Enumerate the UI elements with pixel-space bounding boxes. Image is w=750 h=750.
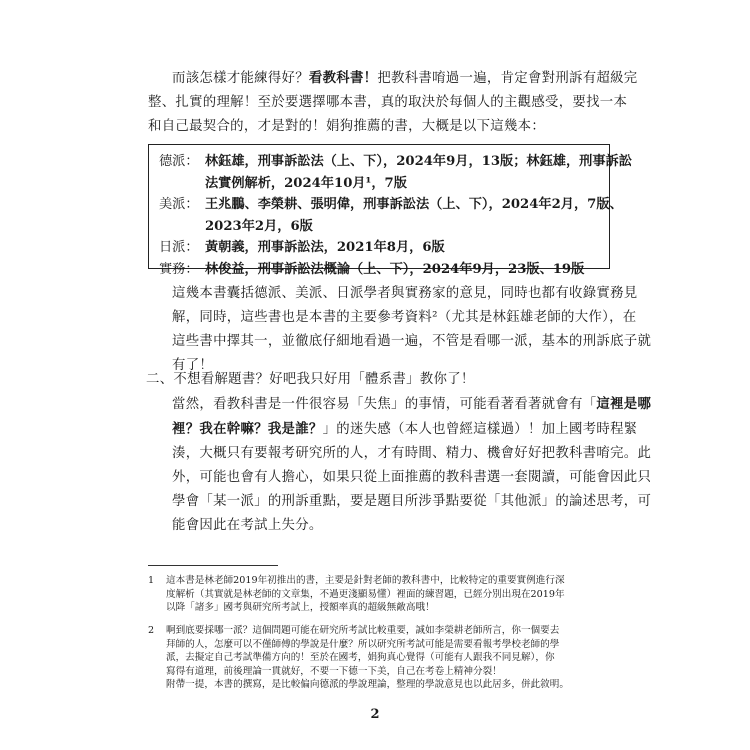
section-2-line-2: 裡？我在幹嘛？我是誰？」的迷失感（本人也曾經這樣過）！加上國考時程緊 <box>172 421 638 437</box>
book-row-german <box>159 151 632 194</box>
row-text: 林鈺雄，刑事訴訟法（上、下），2024年9月，13版；林鈺雄，刑事訴訟 <box>205 154 632 169</box>
section-2-emphasis: 這裡是哪 <box>596 396 652 412</box>
intro-paragraph <box>148 66 638 139</box>
section-2-emphasis: 裡？我在幹嘛？我是誰？ <box>172 421 323 437</box>
footnote-line: 啊到底要採哪一派？這個問題可能在研究所考試比較重要，誠如李榮耕老師所言，你一個要去 <box>166 625 560 636</box>
summary-line: 這些書中擇其一，並徹底仔細地看過一遍，不管是看哪一派，基本的刑訴底子就 <box>172 334 652 349</box>
intro-line-3: 和自己最契合的，才是對的！娟狗推薦的書，大概是以下這幾本： <box>148 119 546 134</box>
section-2-line: 湊，大概只有要報考研究所的人，才有時間、精力、機會好好把教科書唷完。此 <box>172 446 652 461</box>
row-text: 法實例解析，2024年10月¹，7版 <box>205 175 407 191</box>
intro-line-1: 而該怎樣才能練得好？看教科書！把教科書唷過一遍，肯定會對刑訴有超級完 <box>172 70 638 86</box>
summary-line: 這幾本書囊括德派、美派、日派學者與實務家的意見，同時也都有收錄實務見 <box>172 286 638 301</box>
intro-emphasis: 看教科書！ <box>308 70 378 86</box>
section-2-heading: 二、不想看解題書？好吧我只好用「體系書」教你了！ <box>146 372 475 387</box>
footnote-line: 這本書是林老師2019年初推出的書，主要是針對老師的教科書中，比較特定的重要實例進行深 <box>166 575 565 586</box>
recommended-books-box <box>148 144 632 277</box>
row-text: 2023年2月，6版 <box>205 218 313 234</box>
footnote-1 <box>148 574 565 615</box>
footnote-divider <box>148 565 278 566</box>
section-2-line: 能會因此在考試上失分。 <box>172 518 323 533</box>
book-row-japanese <box>159 237 609 259</box>
book-row-practice <box>159 259 609 281</box>
section-2-paragraph <box>172 392 651 538</box>
footnote-2 <box>148 624 569 692</box>
book-row-american <box>159 194 623 237</box>
row-text: 黃朝義，刑事訴訟法，2021年8月，6版 <box>205 240 445 255</box>
intro-line-2: 整、扎實的理解！至於要選擇哪本書，真的取決於每個人的主觀感受，要找一本 <box>148 95 628 110</box>
footnote-number: 1 <box>148 575 155 586</box>
summary-paragraph <box>172 282 651 378</box>
row-text: 王兆鵬、李榮耕、張明偉，刑事訴訟法（上、下），2024年2月，7版、 <box>205 197 623 212</box>
summary-line: 有了！ <box>172 358 214 373</box>
row-label: 日派： <box>159 240 199 255</box>
footnote-line: 拜師的人，怎麼可以不僅師傅的學說是什麼？所以研究所考試可能是需要看報考學校老師的學 <box>166 638 560 650</box>
footnote-line: 以降「諸多」國考與研究所考試上，授額率真的超級無敵高哦！ <box>166 602 435 614</box>
footnote-line: 附帶一提，本書的撰寫，是比較偏向德派的學說理論，整理的學說意見也以此居多，併此敘明。 <box>166 679 569 691</box>
row-label: 德派： <box>159 154 199 169</box>
row-label: 美派： <box>159 197 199 212</box>
summary-line: 解，同時，這些書也是本書的主要參考資料²（尤其是林鈺雄老師的大作），在 <box>172 310 637 325</box>
footnote-line: 寫得有道理，前後理論一貫就好，不要一下德一下美，自己在考卷上精神分裂！ <box>166 665 502 677</box>
row-label: 實務： <box>159 261 199 277</box>
footnote-line: 派，去擬定自己考試準備方向的！至於在國考，娟狗真心覺得（可能有人跟我不同見解），你 <box>166 652 555 664</box>
section-2-line: 學會「某一派」的刑訴重點，要是題目所涉爭點要從「其他派」的論述思考，可 <box>172 494 652 509</box>
row-text: 林俊益，刑事訴訟法概論（上、下），2024年9月，23版、19版 <box>205 261 585 277</box>
footnote-line: 度解析（其實就是林老師的文章集，不過更淺顯易懂）裡面的練習題，已經分別出現在2019年 <box>166 588 565 600</box>
footnote-number: 2 <box>148 625 155 636</box>
section-2-line: 外，可能也會有人擔心，如果只從上面推薦的教科書選一套閱讀，可能會因此只 <box>172 470 652 485</box>
page-number: 2 <box>370 707 380 722</box>
section-2-line-1: 當然，看教科書是一件很容易「失焦」的事情，可能看著看著就會有「這裡是哪 <box>172 396 652 412</box>
